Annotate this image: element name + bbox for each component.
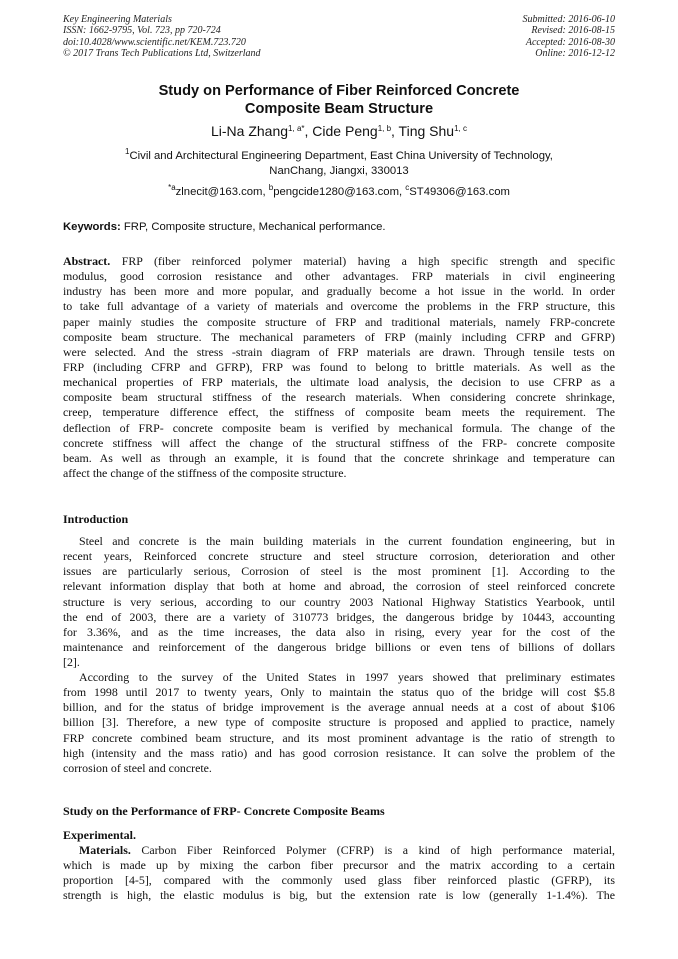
email-c-marker: c	[405, 183, 410, 192]
keywords-text: FRP, Composite structure, Mechanical performance.	[120, 221, 386, 233]
abstract-line: concrete stiffness will affect the change of the structural stiffness of the FRP- concrete composite	[63, 435, 615, 450]
author-list	[63, 122, 615, 140]
intro-line: for 3.36%, and as the time increases, the data also in rising, every year for the cost of the	[63, 624, 615, 639]
abstract-line: deflection of FRP- concrete composite beam is verified by mechanical formula. The change of the	[63, 420, 615, 435]
intro-line: issues are particularly serious, Corrosion of steel is the most prominent [1]. According to the	[63, 564, 615, 579]
intro-line: the end of 2003, there are a variety of 310773 bridges, the dangerous bridge by 10443, accounting	[63, 609, 615, 624]
affiliation-line-1: Civil and Architectural Engineering Department, East China University of Technology,	[129, 150, 553, 162]
email-b: pengcide1280@163.com,	[273, 186, 406, 198]
affiliation-marker: 1	[125, 147, 130, 156]
journal-info	[63, 14, 261, 59]
intro-line: maintenance and reinforcement of the dangerous bridge billions or even tens of billions of dollars	[63, 639, 615, 654]
intro-line: According to the survey of the United States in 1997 years showed that preliminary estimates	[79, 670, 615, 684]
keywords	[63, 220, 615, 234]
introduction-paragraph-2	[63, 670, 615, 776]
title-line-1: Study on Performance of Fiber Reinforced Concrete	[158, 83, 520, 99]
author-1-affil: 1, a*	[288, 124, 305, 133]
materials-paragraph	[63, 843, 615, 904]
accepted-date: Accepted: 2016-08-30	[525, 36, 615, 48]
abstract-line: paper mainly studies the composite structure of FRP and traditional materials, namely FRP-concrete	[63, 314, 615, 329]
email-a-marker: *a	[168, 183, 176, 192]
issn-line: ISSN: 1662-9795, Vol. 723, pp 720-724	[63, 25, 221, 37]
revised-date: Revised: 2016-08-15	[531, 25, 615, 37]
intro-line: from 1998 until 2017 to twenty years, Only to maintain the status quo of the bridge will cost $5.8	[63, 685, 615, 700]
intro-line: corrosion of steel and concrete.	[63, 760, 212, 775]
doi-line: doi:10.4028/www.scientific.net/KEM.723.720	[63, 36, 246, 48]
publication-dates	[523, 14, 616, 59]
author-1: Li-Na Zhang	[211, 123, 289, 139]
keywords-label: Keywords:	[63, 221, 121, 233]
abstract-line: creep, temperature difference effect, the stiffness of composite beam meets the requirement. The	[63, 405, 615, 420]
abstract-line: were selected. And the stress -strain diagram of FRP materials are drawn. Through tensile tests on	[63, 344, 615, 359]
author-2: , Cide Peng	[304, 123, 378, 139]
abstract	[63, 254, 615, 481]
author-3: , Ting Shu	[391, 123, 455, 139]
materials-line: which is made up by mixing the carbon fiber precursor and the matrix according to a certain	[63, 858, 615, 873]
intro-line: Steel and concrete is the main building materials in the current foundation engineering, but in	[79, 534, 615, 548]
author-emails	[63, 185, 615, 199]
author-3-affil: 1, c	[454, 124, 467, 133]
abstract-line: beam. As well as through an example, it is found that the concrete shrinkage and temperature can	[63, 450, 615, 465]
introduction-heading: Introduction	[63, 512, 129, 526]
abstract-line: mechanical properties of FRP materials, the ultimate load analysis, the decision to use CFRP as a	[63, 375, 615, 390]
intro-line: FRP concrete combined beam structure, and its most prominent advantage is the ratio of strength to	[63, 730, 615, 745]
intro-line: billion, and for the status of bridge improvement is the average annual needs at a cost of about $106	[63, 700, 615, 715]
abstract-label: Abstract.	[63, 254, 111, 268]
abstract-line: FRP (including CFRP and GFRP), FRP was found to belong to brittle materials. As well as the	[63, 359, 615, 374]
email-a: zlnecit@163.com,	[175, 186, 269, 198]
intro-line: relevant information display that both at home and abroad, the corrosion of steel reinforced concrete	[63, 579, 615, 594]
intro-line: recent years, Reinforced concrete structure and steel structure corrosion, deterioration and other	[63, 549, 615, 564]
materials-line: strength is high, the elastic modulus is big, but the extension rate is low (generally 1-1.4%). The	[63, 888, 615, 903]
submitted-date: Submitted: 2016-06-10	[522, 14, 615, 25]
introduction-paragraph-1	[63, 534, 615, 670]
abstract-line: modulus, good corrosion resistance and other advantages. FRP materials in civil engineering	[63, 269, 615, 284]
copyright-line: © 2017 Trans Tech Publications Ltd, Switzerland	[63, 47, 261, 59]
email-c: ST49306@163.com	[409, 186, 510, 198]
intro-line: high (intensity and the mass ratio) and has good corrosion resistance. It can solve the problem of the	[63, 745, 615, 760]
title-line-2: Composite Beam Structure	[244, 101, 434, 117]
abstract-line: composite beam structure. The mechanical parameters of FRP (mainly including CFRP and GFRP)	[63, 329, 615, 344]
journal-name: Key Engineering Materials	[63, 14, 172, 25]
abstract-line: affect the change of the stiffness of the composite structure.	[63, 465, 347, 480]
intro-line: billion [3]. Therefore, a new type of composite structure is proposed and applied to practice, namely	[63, 715, 615, 730]
materials-line: Materials. Carbon Fiber Reinforced Polymer (CFRP) is a kind of high performance material,	[79, 843, 615, 857]
author-2-affil: 1, b	[377, 124, 392, 133]
intro-line: [2].	[63, 655, 80, 670]
abstract-line: industry has been more and more popular, and gradually become a hot issue in the world. In order	[63, 284, 615, 299]
materials-line: proportion [4-5], compared with the commonly used glass fiber reinforced plastic (GFRP), its	[63, 873, 615, 888]
experimental-subheading: Experimental.	[63, 828, 136, 842]
abstract-line: composite beam structural stiffness of the research materials. When considering concrete shrinkage,	[63, 390, 615, 405]
study-heading: Study on the Performance of FRP- Concrete Composite Beams	[63, 804, 385, 818]
email-b-marker: b	[268, 183, 274, 192]
abstract-line: to take full advantage of a variety of materials and overcome the problems in the FRP structure, this	[63, 299, 615, 314]
online-date: Online: 2016-12-12	[535, 47, 615, 59]
affiliation-line-2: NanChang, Jiangxi, 330013	[269, 164, 409, 177]
affiliation	[63, 149, 615, 178]
abstract-line: Abstract. FRP (fiber reinforced polymer material) having a high specific strength and specific	[63, 254, 615, 268]
materials-label: Materials.	[79, 843, 131, 857]
paper-title	[63, 82, 615, 118]
intro-line: structure is very serious, according to our country 2003 National Highway Statistics Yearbook, until	[63, 594, 615, 609]
